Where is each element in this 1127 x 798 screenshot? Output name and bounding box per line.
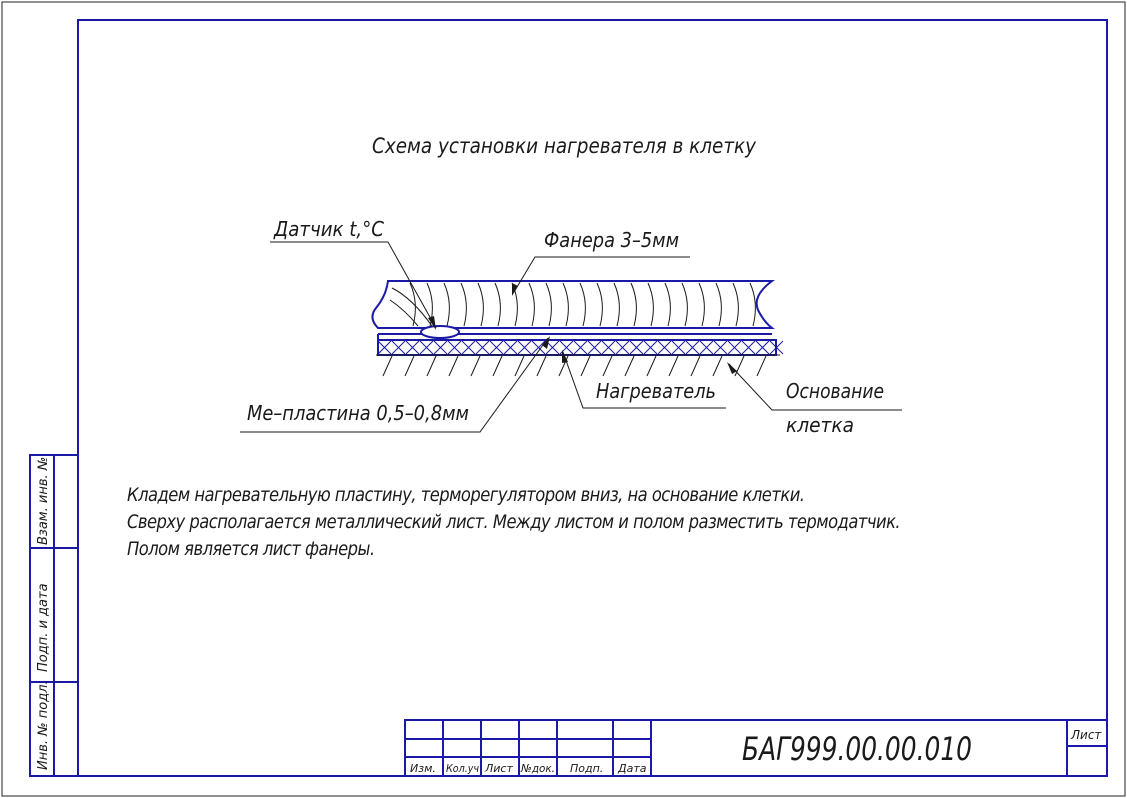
label-metal-plate: Ме–пластина 0,5–0,8мм [247, 401, 469, 425]
description-line-1: Кладем нагревательную пластину, терморегулятором вниз, на основание клетки. [127, 484, 805, 506]
col-koluch: Кол.уч [446, 762, 480, 775]
col-izm: Изм. [410, 762, 436, 775]
sensor [421, 326, 459, 338]
cage-base [376, 355, 780, 376]
col-data: Дата [618, 762, 647, 775]
outer-border [2, 2, 1125, 796]
col-podp: Подп. [570, 762, 604, 775]
side-stamp-inv-label: Инв. № подл. [36, 680, 51, 770]
designation: БАГ999.00.00.010 [742, 730, 972, 768]
col-ndok: №док. [520, 762, 555, 775]
side-stamp-replace-label: Взам. инв. № [36, 456, 51, 545]
side-stamp-sign-label: Подп. и дата [36, 583, 51, 672]
sheet-label: Лист [1071, 728, 1102, 742]
description-line-2: Сверху располагается металлический лист. Между листом и полом разместить термодатчик. [127, 511, 901, 533]
description-text [127, 482, 1087, 563]
col-list: Лист [485, 762, 513, 775]
description-line-3: Полом является лист фанеры. [127, 538, 375, 560]
label-base-line2: клетка [786, 413, 854, 437]
heater-layer [378, 340, 783, 355]
label-plywood: Фанера 3–5мм [544, 228, 679, 252]
label-heater: Нагреватель [596, 379, 716, 403]
label-base-line1: Основание [786, 379, 884, 403]
label-sensor: Датчик t,°C [273, 217, 385, 241]
diagram-title: Схема установки нагревателя в клетку [372, 134, 757, 158]
